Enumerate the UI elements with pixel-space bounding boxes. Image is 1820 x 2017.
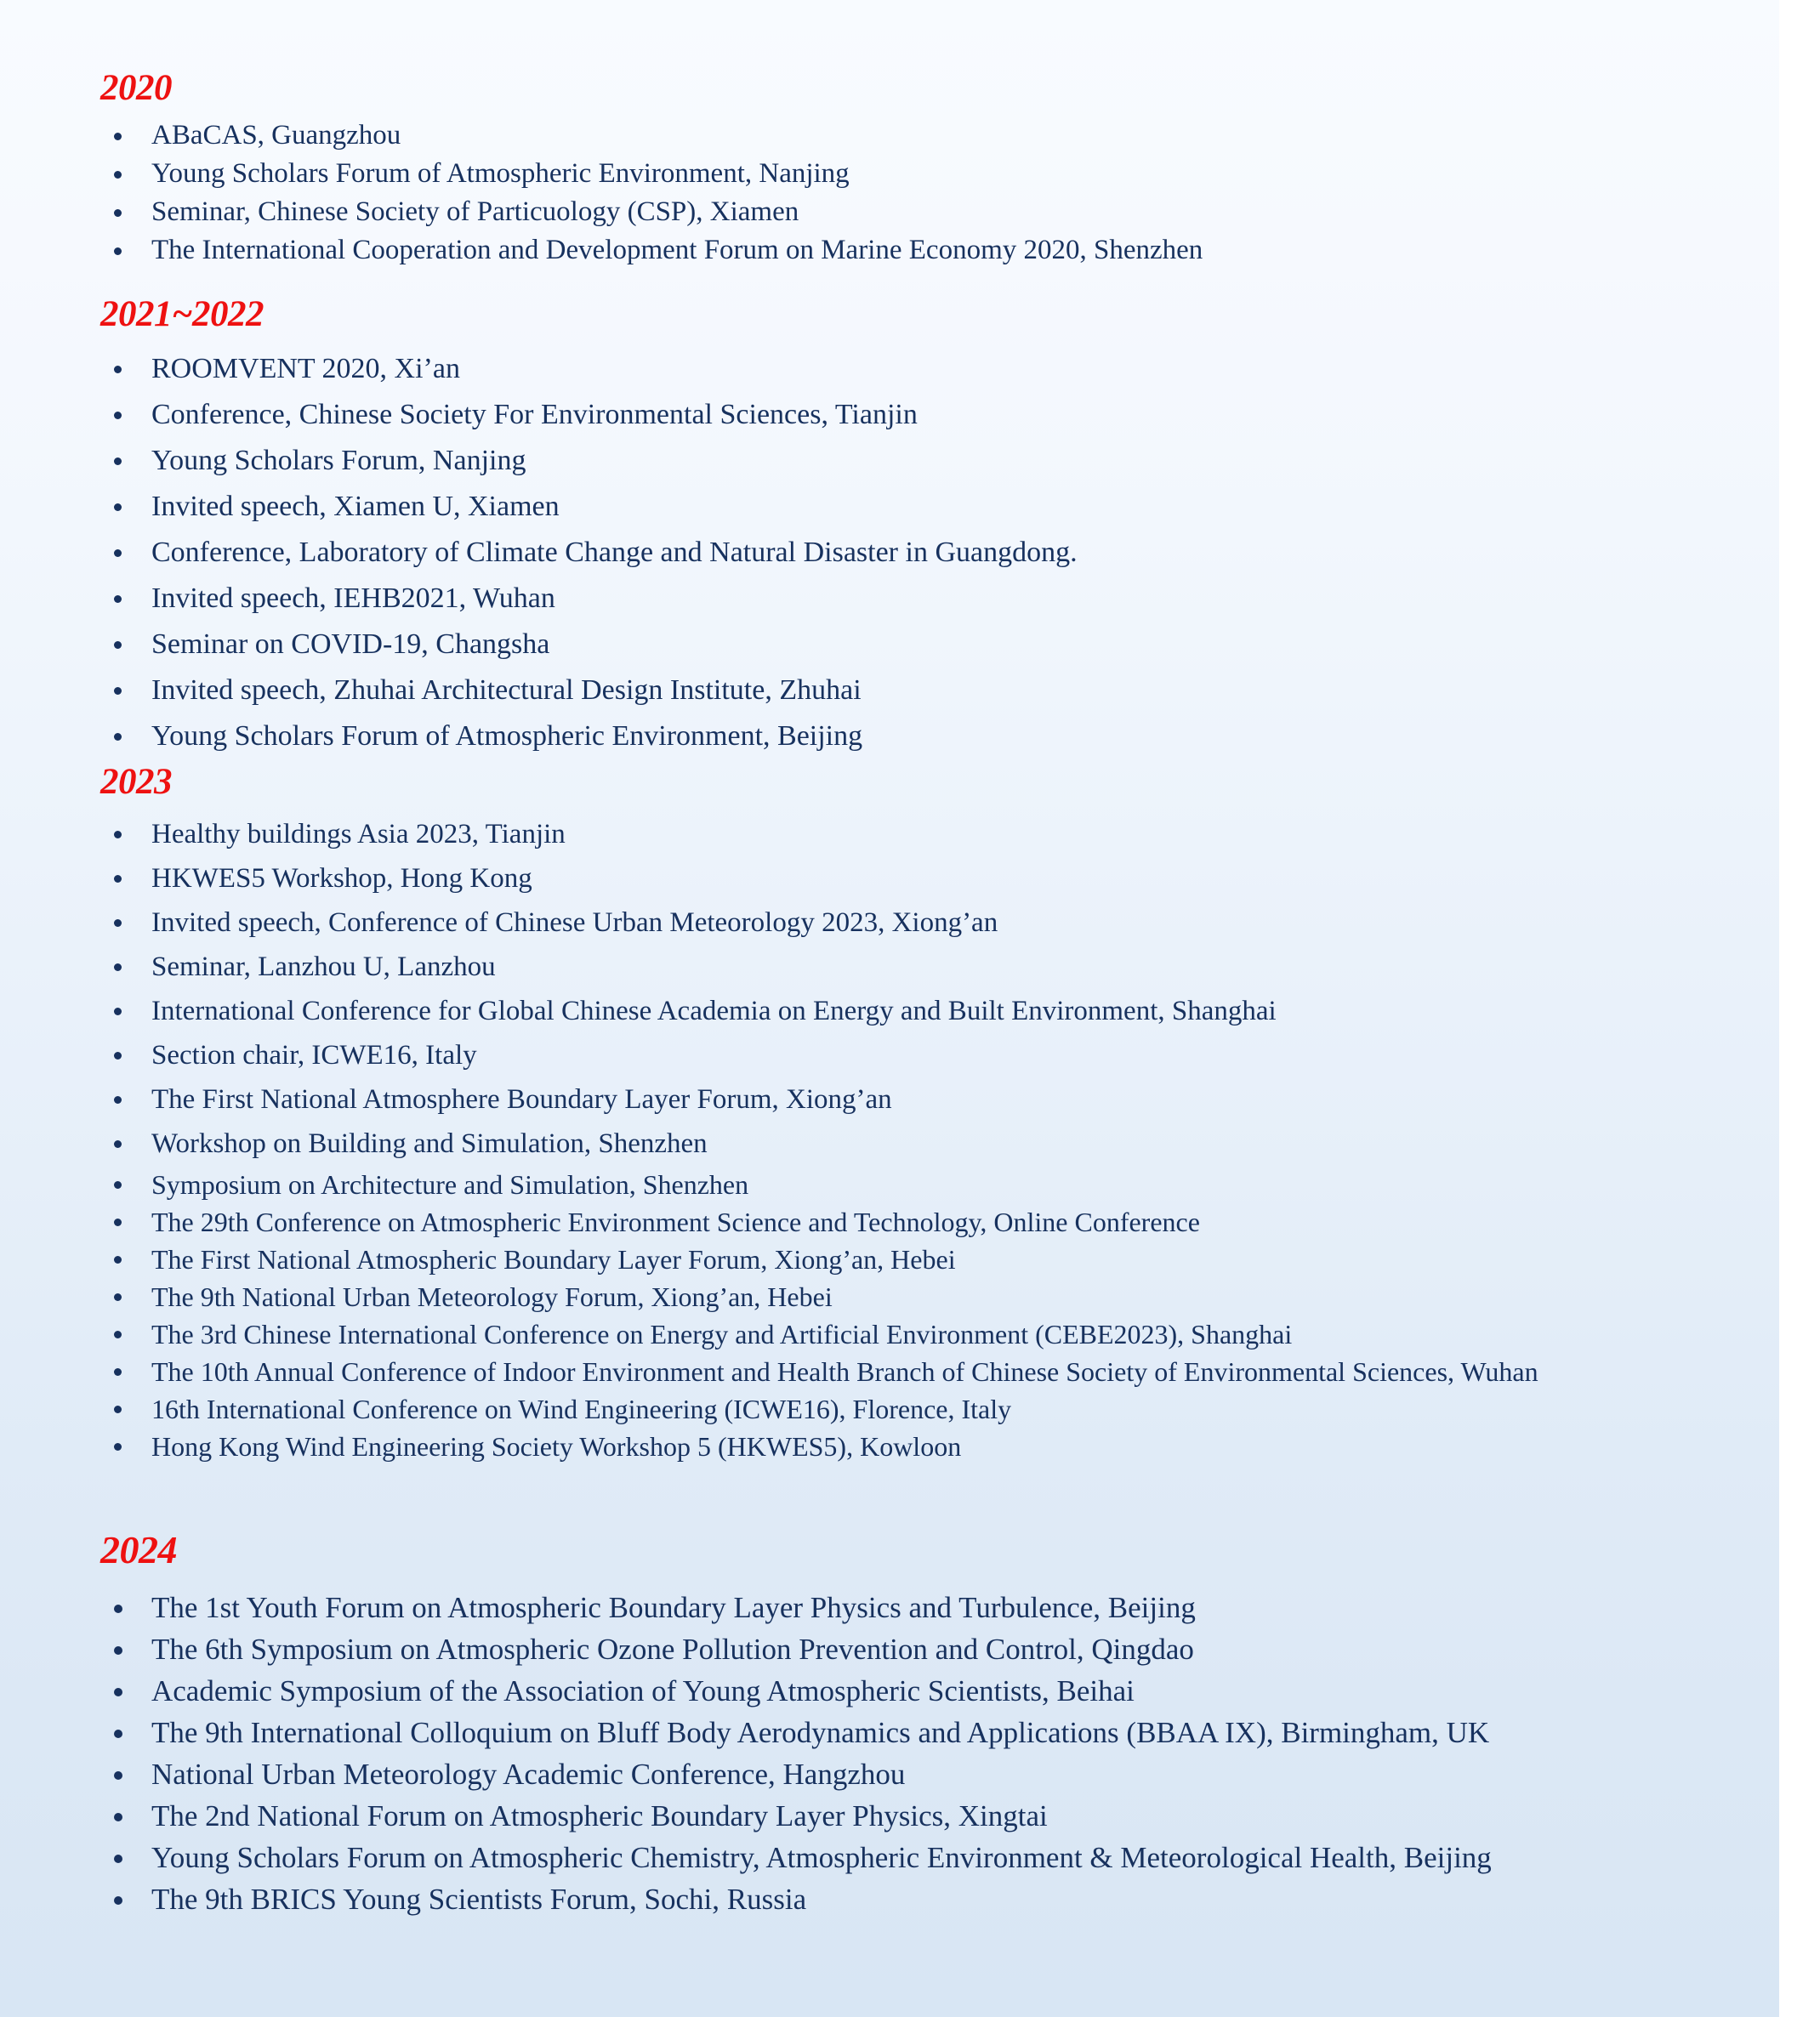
bullet-dot-icon <box>114 963 122 971</box>
bullet-dot-icon <box>114 1406 122 1413</box>
list-item-label: Invited speech, Conference of Chinese Urban Meteorology 2023, Xiong’an <box>151 907 998 938</box>
bullet-dot-icon <box>114 1096 122 1104</box>
bullet-dot-icon <box>114 1368 122 1376</box>
year-heading-2024: 2024 <box>100 1528 177 1571</box>
list-item <box>102 713 1718 759</box>
list-item <box>102 1837 1794 1878</box>
bullet-dot-icon <box>114 831 122 838</box>
list-item <box>102 668 1718 713</box>
list-item-label: The First National Atmospheric Boundary Layer Forum, Xiong’an, Hebei <box>151 1244 956 1275</box>
list-item-label: HKWES5 Workshop, Hong Kong <box>151 863 532 894</box>
list-item-label: ABaCAS, Guangzhou <box>151 120 401 151</box>
list-item <box>102 1878 1794 1920</box>
bullet-dot-icon <box>114 1688 122 1696</box>
bullet-dot-icon <box>114 1646 122 1655</box>
list-item-label: Symposium on Architecture and Simulation, Shenzhen <box>151 1169 749 1200</box>
bullet-dot-icon <box>114 549 122 557</box>
list-item <box>102 438 1718 484</box>
list-item-label: The 9th National Urban Meteorology Forum, Xiong’an, Hebei <box>151 1281 833 1312</box>
bullet-dot-icon <box>114 733 122 741</box>
list-item-label: The 2nd National Forum on Atmospheric Boundary Layer Physics, Xingtai <box>151 1799 1048 1832</box>
section-2024 <box>100 1528 1794 1920</box>
list-item <box>102 346 1718 392</box>
list-item <box>102 989 1769 1033</box>
list-item-label: Conference, Chinese Society For Environmental Sciences, Tianjin <box>151 399 918 430</box>
list-item <box>102 530 1718 576</box>
bullet-dot-icon <box>114 1181 122 1189</box>
conference-list-2021-2022 <box>102 346 1718 759</box>
list-item-label: National Urban Meteorology Academic Conference, Hangzhou <box>151 1758 906 1791</box>
list-item <box>102 856 1769 901</box>
list-item <box>102 1428 1769 1465</box>
list-item <box>102 1033 1769 1077</box>
list-item-label: The 9th International Colloquium on Bluff Body Aerodynamics and Applications (BBAA IX), Birmingham, UK <box>151 1716 1490 1749</box>
list-item <box>102 1278 1769 1315</box>
list-item <box>102 392 1718 438</box>
bullet-dot-icon <box>114 1293 122 1301</box>
bullet-dot-icon <box>114 1008 122 1015</box>
bullet-dot-icon <box>114 133 122 140</box>
bullet-dot-icon <box>114 247 122 255</box>
bullet-dot-icon <box>114 687 122 695</box>
bullet-dot-icon <box>114 457 122 465</box>
list-item-label: International Conference for Global Chinese Academia on Energy and Built Environment, Shanghai <box>151 996 1277 1026</box>
bullet-dot-icon <box>114 641 122 649</box>
list-item-label: Young Scholars Forum on Atmospheric Chemistry, Atmospheric Environment & Meteorological Health, Beijing <box>151 1841 1492 1874</box>
list-item-label: Seminar on COVID-19, Changsha <box>151 628 550 660</box>
bullet-dot-icon <box>114 171 122 179</box>
list-item <box>102 155 1718 193</box>
bullet-dot-icon <box>114 1140 122 1148</box>
bullet-dot-icon <box>114 1771 122 1780</box>
year-heading-2020: 2020 <box>100 68 172 108</box>
list-item <box>102 484 1718 530</box>
list-item <box>102 1353 1769 1390</box>
conference-list-2020 <box>102 116 1718 270</box>
year-heading-2023: 2023 <box>100 762 172 802</box>
bullet-dot-icon <box>114 1605 122 1613</box>
year-heading-2021-2022: 2021~2022 <box>100 294 264 334</box>
list-item <box>102 1241 1769 1278</box>
list-item-label: The 10th Annual Conference of Indoor Environment and Health Branch of Chinese Society of Environmental Sciences, Wuhan <box>151 1356 1538 1387</box>
list-item <box>102 1628 1794 1670</box>
list-item <box>102 576 1718 622</box>
list-item <box>102 1753 1794 1795</box>
bullet-dot-icon <box>114 1730 122 1738</box>
list-item-label: The 9th BRICS Young Scientists Forum, Sochi, Russia <box>151 1883 807 1916</box>
list-item-label: Conference, Laboratory of Climate Change and Natural Disaster in Guangdong. <box>151 537 1078 568</box>
list-item <box>102 1795 1794 1837</box>
bullet-dot-icon <box>114 1855 122 1863</box>
list-item-label: The 3rd Chinese International Conference on Energy and Artificial Environment (CEBE2023), Shanghai <box>151 1319 1293 1349</box>
bullet-dot-icon <box>114 1256 122 1264</box>
list-item-label: The 1st Youth Forum on Atmospheric Boundary Layer Physics and Turbulence, Beijing <box>151 1591 1196 1624</box>
list-item-label: Young Scholars Forum, Nanjing <box>151 445 526 476</box>
list-item <box>102 622 1718 668</box>
list-item <box>102 812 1769 856</box>
list-item <box>102 193 1718 231</box>
list-item <box>102 1670 1794 1712</box>
list-item <box>102 1587 1794 1628</box>
list-item-label: Academic Symposium of the Association of Young Atmospheric Scientists, Beihai <box>151 1674 1135 1707</box>
section-2021-2022 <box>102 296 1718 759</box>
bullet-dot-icon <box>114 1443 122 1451</box>
list-item-label: Hong Kong Wind Engineering Society Workshop 5 (HKWES5), Kowloon <box>151 1431 962 1462</box>
list-item-label: Section chair, ICWE16, Italy <box>151 1040 477 1071</box>
list-item-label: Seminar, Chinese Society of Particuology (CSP), Xiamen <box>151 196 799 227</box>
bullet-dot-icon <box>114 503 122 511</box>
section-2023 <box>102 764 1769 1465</box>
list-item-label: ROOMVENT 2020, Xi’an <box>151 353 460 384</box>
list-item <box>102 231 1718 270</box>
list-item <box>102 116 1718 155</box>
list-item-label: Workshop on Building and Simulation, Shenzhen <box>151 1128 708 1159</box>
list-item <box>102 1077 1769 1122</box>
list-item-label: Invited speech, Zhuhai Architectural Design Institute, Zhuhai <box>151 674 862 706</box>
bullet-dot-icon <box>114 366 122 373</box>
list-item-label: Young Scholars Forum of Atmospheric Environment, Nanjing <box>151 158 850 189</box>
list-item-label: Young Scholars Forum of Atmospheric Environment, Beijing <box>151 720 863 752</box>
section-2020 <box>102 70 1718 270</box>
bullet-dot-icon <box>114 919 122 927</box>
list-item <box>102 1712 1794 1753</box>
bullet-dot-icon <box>114 1896 122 1905</box>
list-item <box>102 1203 1769 1241</box>
conference-list-2024 <box>102 1587 1794 1920</box>
list-item-label: Invited speech, Xiamen U, Xiamen <box>151 491 560 522</box>
list-item-label: Healthy buildings Asia 2023, Tianjin <box>151 819 566 849</box>
list-item <box>102 1122 1769 1166</box>
list-item <box>102 1390 1769 1428</box>
list-item-label: 16th International Conference on Wind Engineering (ICWE16), Florence, Italy <box>151 1394 1012 1424</box>
list-item-label: The 29th Conference on Atmospheric Environment Science and Technology, Online Conference <box>151 1207 1200 1237</box>
list-item <box>102 1166 1769 1203</box>
bullet-dot-icon <box>114 875 122 883</box>
list-item <box>102 901 1769 945</box>
bullet-dot-icon <box>114 595 122 603</box>
list-item-label: The First National Atmosphere Boundary Layer Forum, Xiong’an <box>151 1084 892 1115</box>
list-item-label: The International Cooperation and Development Forum on Marine Economy 2020, Shenzhen <box>151 235 1203 265</box>
list-item-label: Seminar, Lanzhou U, Lanzhou <box>151 952 496 982</box>
bullet-dot-icon <box>114 1331 122 1338</box>
list-item-label: The 6th Symposium on Atmospheric Ozone Pollution Prevention and Control, Qingdao <box>151 1633 1194 1666</box>
bullet-dot-icon <box>114 209 122 217</box>
list-item <box>102 945 1769 989</box>
list-item <box>102 1315 1769 1353</box>
bullet-dot-icon <box>114 1052 122 1060</box>
list-item-label: Invited speech, IEHB2021, Wuhan <box>151 582 555 614</box>
conference-list-2023 <box>102 812 1769 1465</box>
bullet-dot-icon <box>114 1813 122 1821</box>
bullet-dot-icon <box>114 412 122 419</box>
bullet-dot-icon <box>114 1219 122 1226</box>
